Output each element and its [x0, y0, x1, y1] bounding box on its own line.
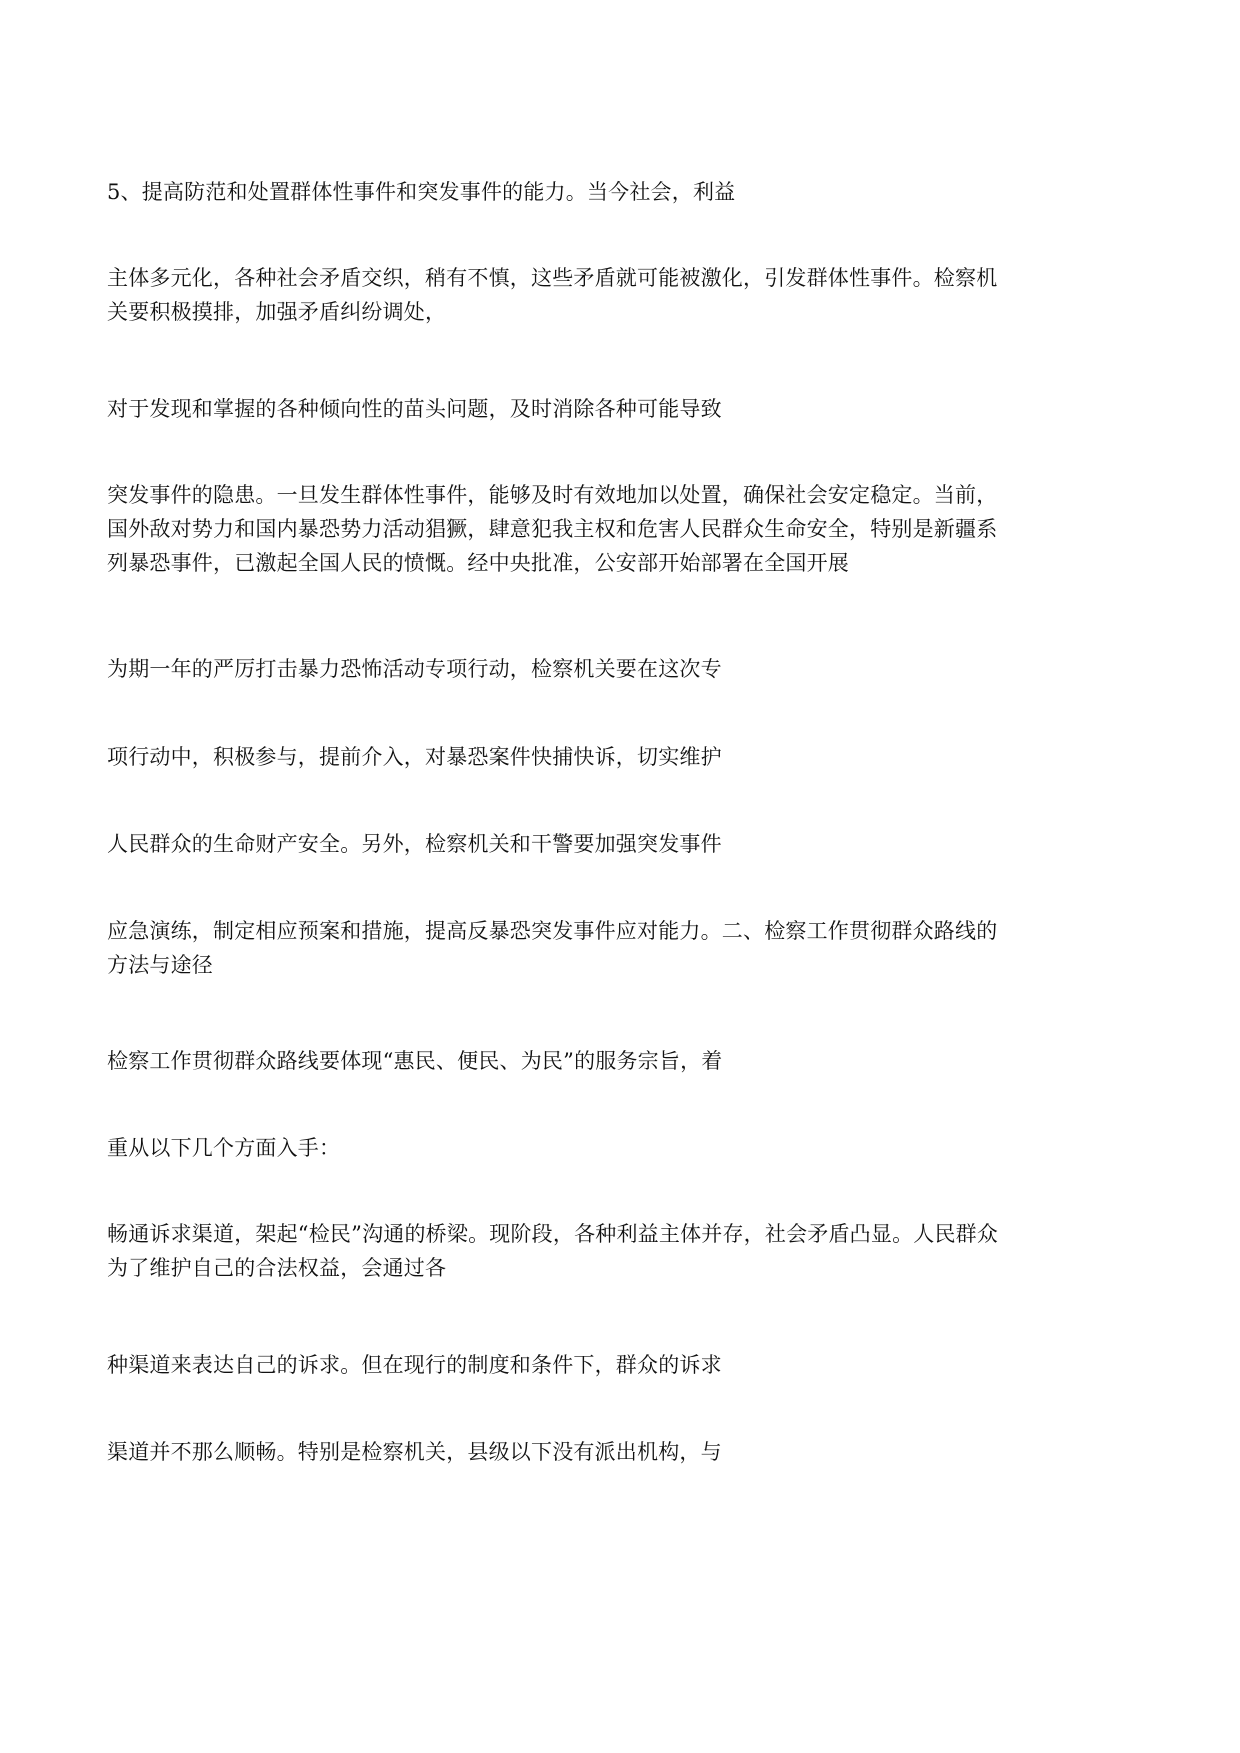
paragraph: 人民群众的生命财产安全。另外，检察机关和干警要加强突发事件: [107, 832, 722, 856]
paragraph: 项行动中，积极参与，提前介入，对暴恐案件快捕快诉，切实维护: [107, 745, 722, 769]
paragraph: 种渠道来表达自己的诉求。但在现行的制度和条件下，群众的诉求: [107, 1353, 722, 1377]
paragraph: 渠道并不那么顺畅。特别是检察机关，县级以下没有派出机构，与: [107, 1440, 722, 1464]
paragraph: 对于发现和掌握的各种倾向性的苗头问题，及时消除各种可能导致: [107, 397, 722, 421]
paragraph: 检察工作贯彻群众路线要体现“惠民、便民、为民”的服务宗旨，着: [107, 1049, 723, 1073]
paragraph: 突发事件的隐患。一旦发生群体性事件，能够及时有效地加以处置，确保社会安定稳定。当前，国外敌对势力和国内暴恐势力活动猖獗，肆意犯我主权和危害人民群众生命安全，特别是新疆系列暴恐事件，已激起全国人民的愤慨。经中央批准，公安部开始部署在全国开展: [107, 483, 998, 575]
paragraph: 为期一年的严厉打击暴力恐怖活动专项行动，检察机关要在这次专: [107, 657, 722, 681]
paragraph: 畅通诉求渠道，架起“检民”沟通的桥梁。现阶段，各种利益主体并存，社会矛盾凸显。人民群众为了维护自己的合法权益，会通过各: [107, 1222, 999, 1280]
paragraph: 主体多元化，各种社会矛盾交织，稍有不慎，这些矛盾就可能被激化，引发群体性事件。检察机关要积极摸排，加强矛盾纠纷调处，: [107, 266, 998, 324]
paragraph: 重从以下几个方面入手：: [107, 1136, 341, 1160]
paragraph: 5、提高防范和处置群体性事件和突发事件的能力。当今社会，利益: [107, 180, 736, 204]
paragraph: 应急演练，制定相应预案和措施，提高反暴恐突发事件应对能力。二、检察工作贯彻群众路线的方法与途径: [107, 919, 998, 977]
